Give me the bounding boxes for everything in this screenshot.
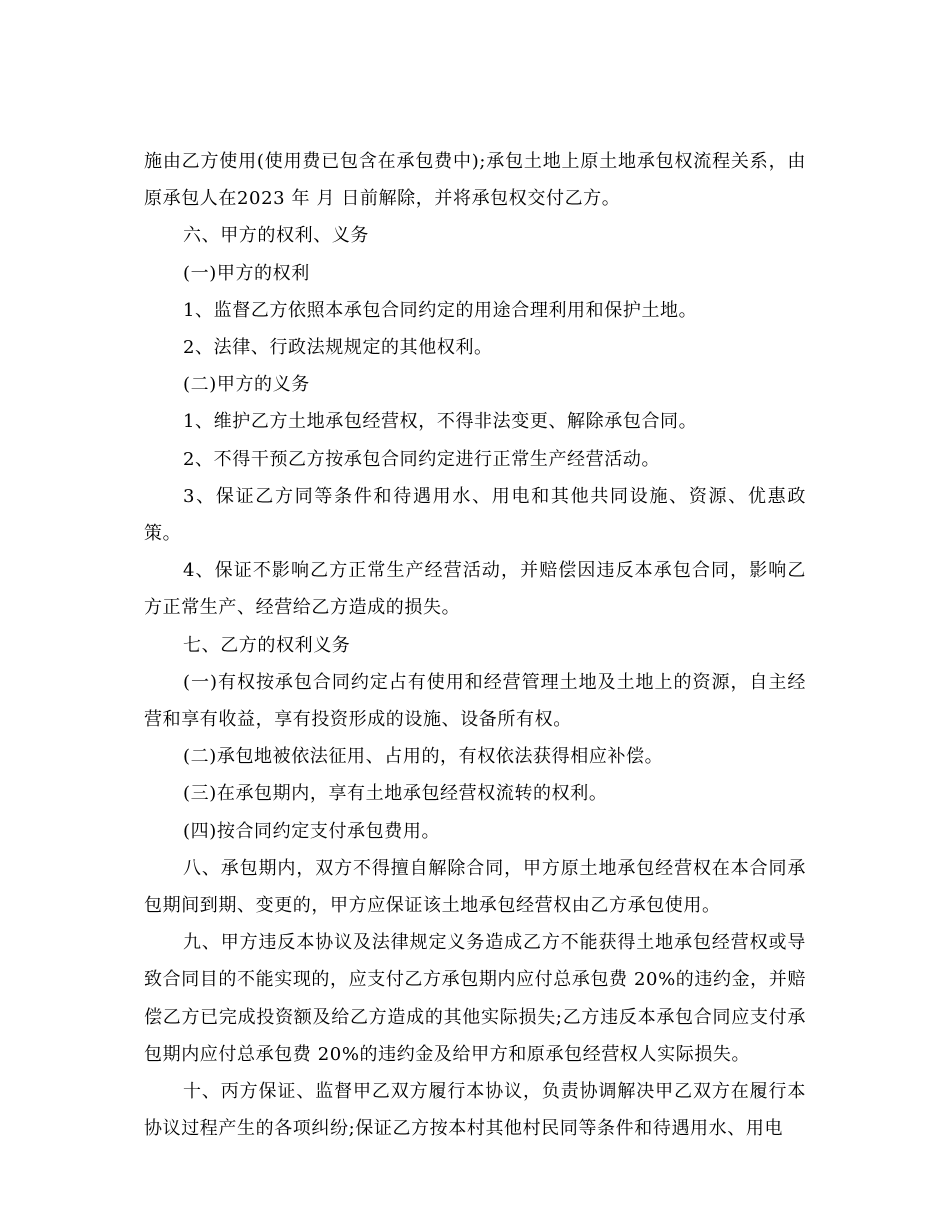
paragraph: 九、甲方违反本协议及法律规定义务造成乙方不能获得土地承包经营权或导致合同目的不能实现的，应支付乙方承包期内应付总承包费 20%的违约金，并赔偿乙方已完成投资额及给乙方造成的其他实际损失;乙方违反本承包合同应支付承包期内应付总承包费 20%的违约金及给甲方和原承包经营权人实际损失。	[144, 932, 806, 1065]
paragraph: (二)甲方的义务	[183, 374, 310, 396]
paragraph: 2、法律、行政法规规定的其他权利。	[183, 337, 493, 359]
paragraph: (四)按合同约定支付承包费用。	[183, 820, 441, 842]
paragraph: 1、监督乙方依照本承包合同约定的用途合理利用和保护土地。	[183, 299, 698, 321]
paragraph: 4、保证不影响乙方正常生产经营活动，并赔偿因违反本承包合同，影响乙方正常生产、经营给乙方造成的损失。	[144, 560, 806, 619]
paragraph: (二)承包地被依法征用、占用的，有权依法获得相应补偿。	[183, 746, 664, 768]
paragraph: 3、保证乙方同等条件和待遇用水、用电和其他共同设施、资源、优惠政策。	[144, 485, 806, 545]
paragraph: (一)有权按承包合同约定占有使用和经营管理土地及土地上的资源，自主经营和享有收益，享有投资形成的设施、设备所有权。	[144, 671, 806, 731]
paragraph: 八、承包期内，双方不得擅自解除合同，甲方原土地承包经营权在本合同承包期间到期、变更的，甲方应保证该土地承包经营权由乙方承包使用。	[144, 857, 806, 917]
paragraph: 1、维护乙方土地承包经营权，不得非法变更、解除承包合同。	[183, 411, 698, 433]
paragraph: 2、不得干预乙方按承包合同约定进行正常生产经营活动。	[183, 448, 661, 470]
paragraph: 施由乙方使用(使用费已包含在承包费中);承包土地上原土地承包权流程关系，由原承包人在2023 年 月 日前解除，并将承包权交付乙方。	[144, 151, 806, 210]
paragraph: 七、乙方的权利义务	[183, 634, 351, 656]
paragraph: 六、甲方的权利、义务	[183, 225, 369, 247]
document-body	[144, 143, 806, 1147]
paragraph: (一)甲方的权利	[183, 262, 310, 284]
paragraph: (三)在承包期内，享有土地承包经营权流转的权利。	[183, 783, 608, 805]
paragraph: 十、丙方保证、监督甲乙双方履行本协议，负责协调解决甲乙双方在履行本协议过程产生的各项纠纷;保证乙方按本村其他村民同等条件和待遇用水、用电	[144, 1081, 806, 1140]
